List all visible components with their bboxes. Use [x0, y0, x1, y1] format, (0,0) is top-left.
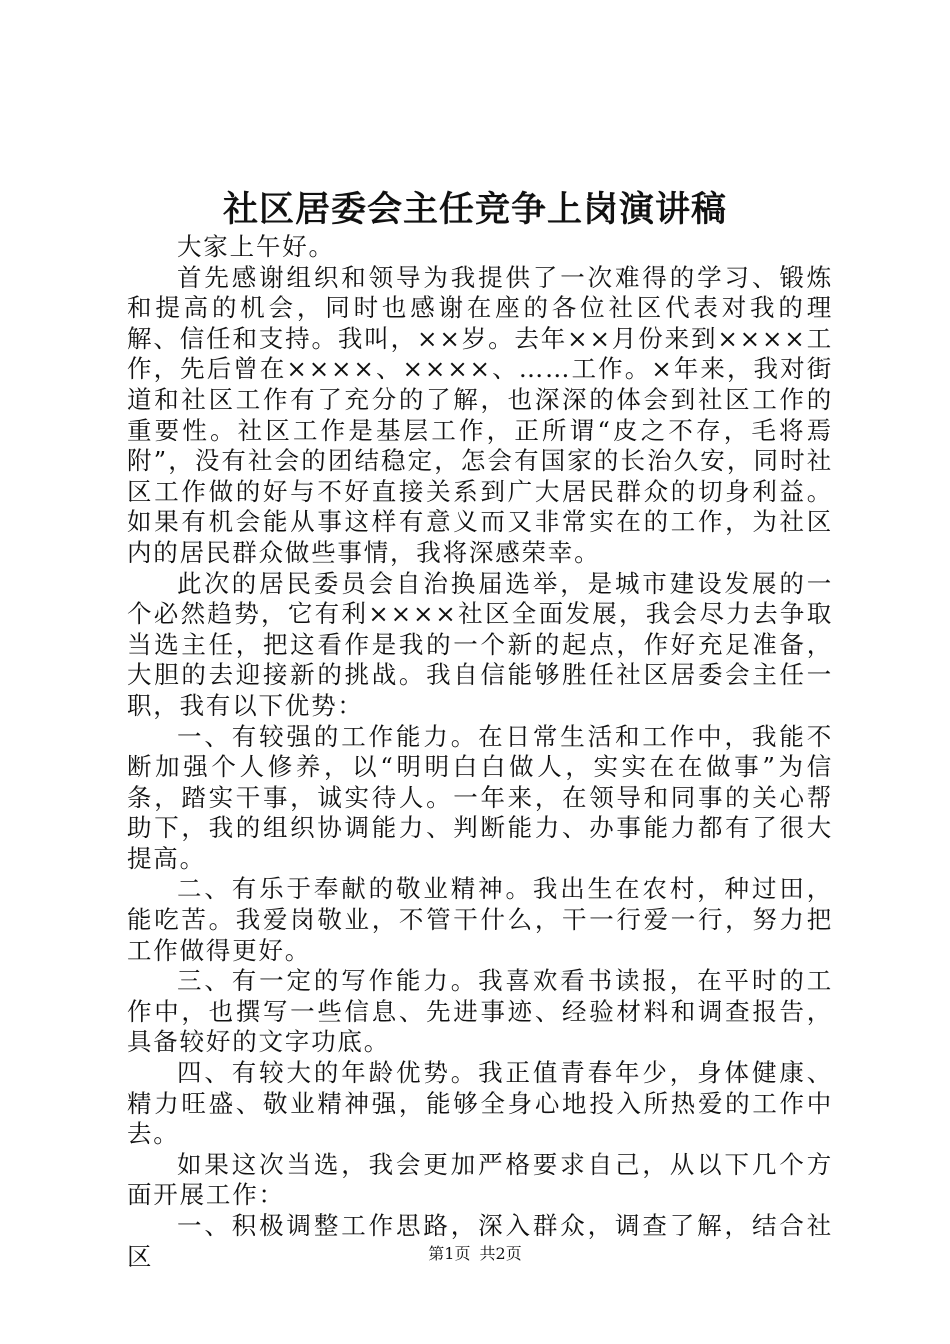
paragraph-advantage-2: 二、有乐于奉献的敬业精神。我出生在农村，种过田，能吃苦。我爱岗敬业，不管干什么，干一行爱一行，努力把工作做得更好。 — [127, 874, 833, 965]
paragraph-greeting: 大家上午好。 — [177, 232, 335, 261]
paragraph-plan-intro: 如果这次当选，我会更加严格要求自己，从以下几个方面开展工作： — [127, 1149, 833, 1210]
paragraph-election: 此次的居民委员会自治换届选举，是城市建设发展的一个必然趋势，它有利××××社区全面发展，我会尽力去争取当选主任，把这看作是我的一个新的起点，作好充足准备，大胆的去迎接新的挑战。我自信能够胜任社区居委会主任一职，我有以下优势： — [127, 568, 833, 720]
document-body — [127, 232, 833, 1272]
paragraph-advantage-3: 三、有一定的写作能力。我喜欢看书读报，在平时的工作中，也撰写一些信息、先进事迹、经验材料和调查报告，具备较好的文字功底。 — [127, 966, 833, 1057]
paragraph-introduction: 首先感谢组织和领导为我提供了一次难得的学习、锻炼和提高的机会，同时也感谢在座的各位社区代表对我的理解、信任和支持。我叫，××岁。去年××月份来到××××工作，先后曾在××××、××××、……工作。×年来，我对街道和社区工作有了充分的了解，也深深的体会到社区工作的重要性。社区工作是基层工作，正所谓“皮之不存，毛将焉附”，没有社会的团结稳定，怎会有国家的长治久安，同时社区工作做的好与不好直接关系到广大居民群众的切身利益。如果有机会能从事这样有意义而又非常实在的工作，为社区内的居民群众做些事情，我将深感荣幸。 — [127, 262, 833, 567]
page-number: 第1页 — [428, 1244, 471, 1263]
page-total: 共2页 — [479, 1244, 522, 1263]
paragraph-plan-1: 一、积极调整工作思路，深入群众，调查了解，结合社区 — [127, 1211, 833, 1271]
paragraph-advantage-1: 一、有较强的工作能力。在日常生活和工作中，我能不断加强个人修养，以“明明白白做人，实实在在做事”为信条，踏实干事，诚实待人。一年来，在领导和同事的关心帮助下，我的组织协调能力、判断能力、办事能力都有了很大提高。 — [127, 721, 833, 873]
document-title: 社区居委会主任竞争上岗演讲稿 — [222, 189, 727, 230]
paragraph-advantage-4: 四、有较大的年龄优势。我正值青春年少，身体健康、精力旺盛、敬业精神强，能够全身心地投入所热爱的工作中去。 — [127, 1058, 833, 1149]
page-footer — [0, 1243, 950, 1265]
